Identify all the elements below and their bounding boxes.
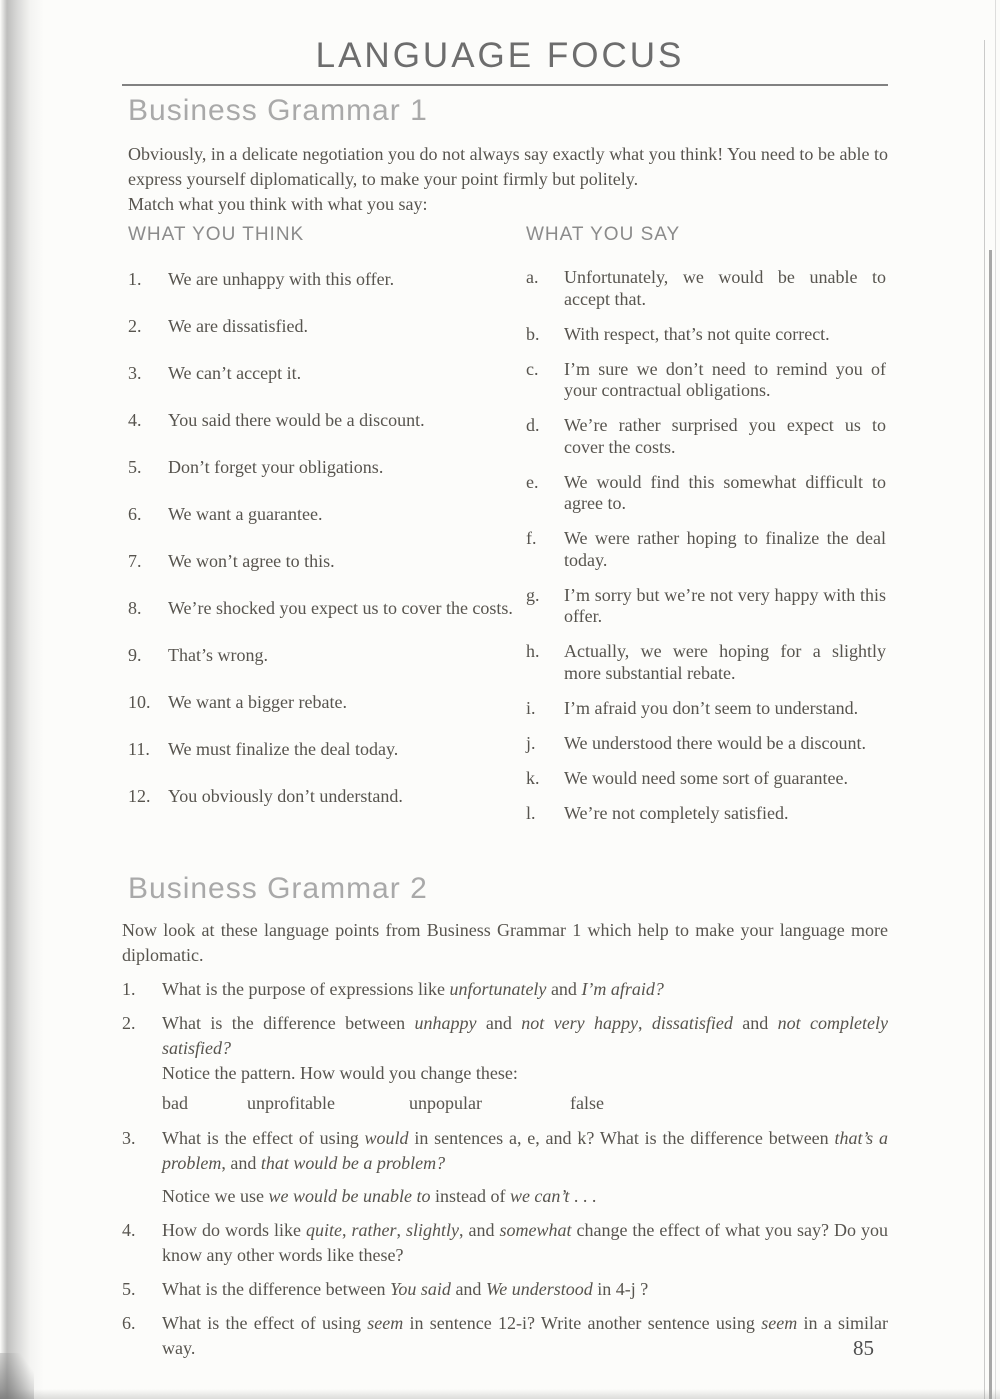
text-run: , and: [221, 1153, 261, 1173]
text-run: What is the difference between: [162, 1279, 391, 1299]
text-run: Notice we use: [162, 1186, 269, 1206]
say-item: [526, 768, 886, 790]
question-paragraph: [162, 977, 888, 1002]
page-title: LANGUAGE FOCUS: [315, 36, 685, 75]
say-item: [526, 324, 886, 346]
italic-phrase: not completely satisfied?: [162, 1013, 888, 1058]
question-number: 6.: [122, 1313, 136, 1333]
text-run: in 4-j ?: [592, 1279, 649, 1299]
question-paragraph: [162, 1218, 888, 1268]
question-list: [122, 977, 888, 1361]
item-number: 12.: [128, 786, 151, 806]
item-text: We’re shocked you expect us to cover the costs.: [168, 598, 513, 618]
say-item: [526, 698, 886, 720]
item-text: We’re not completely satisfied.: [564, 802, 789, 823]
question-item: [122, 977, 888, 1002]
section1-intro: [128, 142, 888, 217]
word-row: [162, 1091, 888, 1116]
italic-phrase: I’m afraid?: [581, 979, 664, 999]
think-item: [128, 361, 520, 385]
page-corner-shadow: [0, 1353, 34, 1399]
say-list: [526, 267, 886, 824]
italic-phrase: we can’t: [509, 1186, 570, 1206]
think-item: [128, 267, 520, 291]
italic-phrase: seem: [761, 1313, 798, 1333]
think-item: [128, 502, 520, 526]
title-divider: [122, 84, 888, 86]
think-item: [128, 549, 520, 573]
question-paragraph: [162, 1061, 888, 1086]
text-run: ,: [396, 1220, 406, 1240]
italic-phrase: would: [364, 1128, 409, 1148]
item-number: 7.: [128, 551, 142, 571]
item-number: l.: [526, 802, 536, 823]
question-item: [122, 1277, 888, 1302]
match-columns: [128, 224, 886, 838]
item-number: a.: [526, 267, 539, 287]
question-number: 2.: [122, 1013, 136, 1033]
column-what-you-say: [526, 224, 886, 838]
item-text: We won’t agree to this.: [168, 551, 335, 571]
item-text: We would need some sort of guarantee.: [564, 767, 848, 788]
item-number: g.: [526, 584, 540, 605]
text-run: , and: [458, 1220, 500, 1240]
italic-phrase: rather: [351, 1220, 397, 1240]
text-run: instead of: [430, 1186, 510, 1206]
italic-phrase: quite: [305, 1220, 342, 1240]
italic-phrase: that’s a problem: [162, 1128, 888, 1173]
item-text: We can’t accept it.: [168, 363, 302, 383]
question-body: [162, 1218, 888, 1268]
section1-heading: Business Grammar 1: [128, 94, 428, 127]
text-run: What is the effect of using: [162, 1128, 365, 1148]
section2-body: [122, 918, 888, 1370]
think-item: [128, 784, 520, 808]
italic-phrase: unhappy: [414, 1013, 477, 1033]
word-option: unpopular: [409, 1093, 482, 1113]
item-text: We are dissatisfied.: [168, 316, 309, 336]
question-item: [122, 1126, 888, 1209]
text-run: ,: [341, 1220, 352, 1240]
item-text: We were rather hoping to finalize the deal today.: [564, 528, 886, 570]
word-option: bad: [162, 1093, 188, 1113]
item-number: j.: [526, 732, 536, 753]
item-number: 3.: [128, 363, 142, 383]
column-what-you-think: [128, 224, 520, 838]
think-item: [128, 643, 520, 667]
say-item: [526, 585, 886, 628]
question-paragraph: [162, 1126, 888, 1176]
page-edge-shadow-bottom: [0, 1389, 1000, 1399]
text-run: change the effect of what you say? Do you know any other words like these?: [162, 1220, 888, 1265]
italic-phrase: We understood: [485, 1279, 593, 1299]
question-number: 4.: [122, 1220, 136, 1240]
italic-phrase: seem: [367, 1313, 404, 1333]
item-number: c.: [526, 358, 539, 379]
question-body: [162, 1011, 888, 1117]
page-edge-shadow-left: [0, 0, 44, 1399]
page-number: 85: [853, 1336, 874, 1360]
section1-match-line: Match what you think with what you say:: [128, 194, 428, 214]
item-text: Actually, we were hoping for a slightly more substantial rebate.: [564, 641, 886, 683]
item-text: We are unhappy with this offer.: [168, 269, 395, 289]
italic-phrase: dissatisfied: [651, 1013, 733, 1033]
question-paragraph: [162, 1311, 888, 1361]
question-item: [122, 1011, 888, 1117]
question-item: [122, 1218, 888, 1268]
item-number: 1.: [128, 269, 142, 289]
say-item: [526, 733, 886, 755]
item-number: 8.: [128, 598, 142, 618]
text-run: ,: [637, 1013, 652, 1033]
section1-intro-paragraph: Obviously, in a delicate negotiation you do not always say exactly what you think! You need to be able to express yourself diplomatically, to make your point firmly but politely.: [128, 144, 888, 189]
item-text: Don’t forget your obligations.: [168, 457, 384, 477]
item-text: We’re rather surprised you expect us to cover the costs.: [564, 415, 886, 457]
say-item: [526, 641, 886, 684]
item-text: We want a bigger rebate.: [168, 692, 347, 712]
item-number: h.: [526, 641, 540, 661]
say-item: [526, 803, 886, 825]
item-text: That’s wrong.: [168, 645, 268, 665]
item-number: i.: [526, 697, 536, 718]
question-paragraph: [162, 1184, 888, 1209]
text-run: and: [450, 1279, 486, 1299]
item-number: 11.: [128, 739, 150, 759]
think-item: [128, 408, 520, 432]
question-number: 1.: [122, 979, 136, 999]
question-number: 3.: [122, 1128, 136, 1148]
question-paragraph: [162, 1277, 888, 1302]
text-run: What is the purpose of expressions like: [162, 979, 450, 999]
text-run: and: [732, 1013, 778, 1033]
question-body: [162, 1277, 888, 1302]
text-run: in sentences a, e, and k? What is the difference between: [408, 1128, 835, 1148]
italic-phrase: You said: [390, 1279, 451, 1299]
italic-phrase: that would be a problem?: [260, 1153, 446, 1173]
think-item: [128, 596, 520, 620]
page-edge-line-right-3: [995, 0, 996, 1399]
item-text: With respect, that’s not quite correct.: [564, 323, 830, 344]
text-run: Notice the pattern. How would you change these:: [162, 1063, 518, 1083]
item-number: d.: [526, 415, 540, 435]
question-body: [162, 1311, 888, 1361]
say-column-header: WHAT YOU SAY: [526, 224, 681, 245]
think-list: [128, 267, 520, 808]
text-run: in sentence 12-i? Write another sentence using: [403, 1313, 762, 1333]
think-column-header: WHAT YOU THINK: [128, 224, 305, 245]
item-number: 9.: [128, 645, 142, 665]
think-item: [128, 737, 520, 761]
think-item: [128, 455, 520, 479]
item-number: e.: [526, 471, 539, 492]
item-number: 5.: [128, 457, 142, 477]
item-text: We want a guarantee.: [168, 504, 323, 524]
think-item: [128, 690, 520, 714]
section2-heading: Business Grammar 2: [128, 872, 428, 905]
question-body: [162, 1126, 888, 1209]
italic-phrase: somewhat: [499, 1220, 572, 1240]
say-item: [526, 267, 886, 310]
word-option: false: [570, 1093, 604, 1113]
item-number: 2.: [128, 316, 142, 336]
say-item: [526, 528, 886, 571]
italic-phrase: we would be unable to: [268, 1186, 431, 1206]
item-text: You obviously don’t understand.: [168, 786, 403, 806]
item-text: We understood there would be a discount.: [564, 732, 866, 753]
text-run: and: [476, 1013, 522, 1033]
section2-intro: Now look at these language points from Business Grammar 1 which help to make your language more diplomatic.: [122, 920, 888, 965]
say-item: [526, 359, 886, 402]
page-edge-line-right-1: [984, 40, 985, 1399]
item-text: I’m sure we don’t need to remind you of your contractual obligations.: [564, 358, 886, 400]
word-option: unprofitable: [247, 1093, 335, 1113]
italic-phrase: not very happy: [521, 1013, 638, 1033]
item-text: Unfortunately, we would be unable to accept that.: [564, 267, 886, 309]
question-number: 5.: [122, 1279, 136, 1299]
item-text: We would find this somewhat difficult to agree to.: [564, 471, 886, 513]
text-run: What is the effect of using: [162, 1313, 368, 1333]
text-run: in a similar way.: [162, 1313, 888, 1358]
item-number: 6.: [128, 504, 142, 524]
item-number: k.: [526, 767, 540, 788]
question-item: [122, 1311, 888, 1361]
italic-phrase: slightly: [405, 1220, 459, 1240]
item-number: 10.: [128, 692, 151, 712]
question-body: [162, 977, 888, 1002]
say-item: [526, 472, 886, 515]
question-paragraph: [162, 1011, 888, 1061]
text-run: . . .: [569, 1186, 597, 1206]
item-text: I’m afraid you don’t seem to understand.: [564, 697, 859, 718]
italic-phrase: unfortunately: [449, 979, 547, 999]
think-item: [128, 314, 520, 338]
item-text: You said there would be a discount.: [168, 410, 425, 430]
text-run: What is the difference between: [162, 1013, 415, 1033]
text-run: How do words like: [162, 1220, 306, 1240]
item-number: 4.: [128, 410, 142, 430]
item-text: I’m sorry but we’re not very happy with this offer.: [564, 584, 886, 626]
say-item: [526, 415, 886, 458]
page-edge-line-right-2: [989, 250, 992, 1399]
text-run: and: [546, 979, 582, 999]
item-number: f.: [526, 528, 537, 548]
item-number: b.: [526, 323, 540, 344]
item-text: We must finalize the deal today.: [168, 739, 399, 759]
